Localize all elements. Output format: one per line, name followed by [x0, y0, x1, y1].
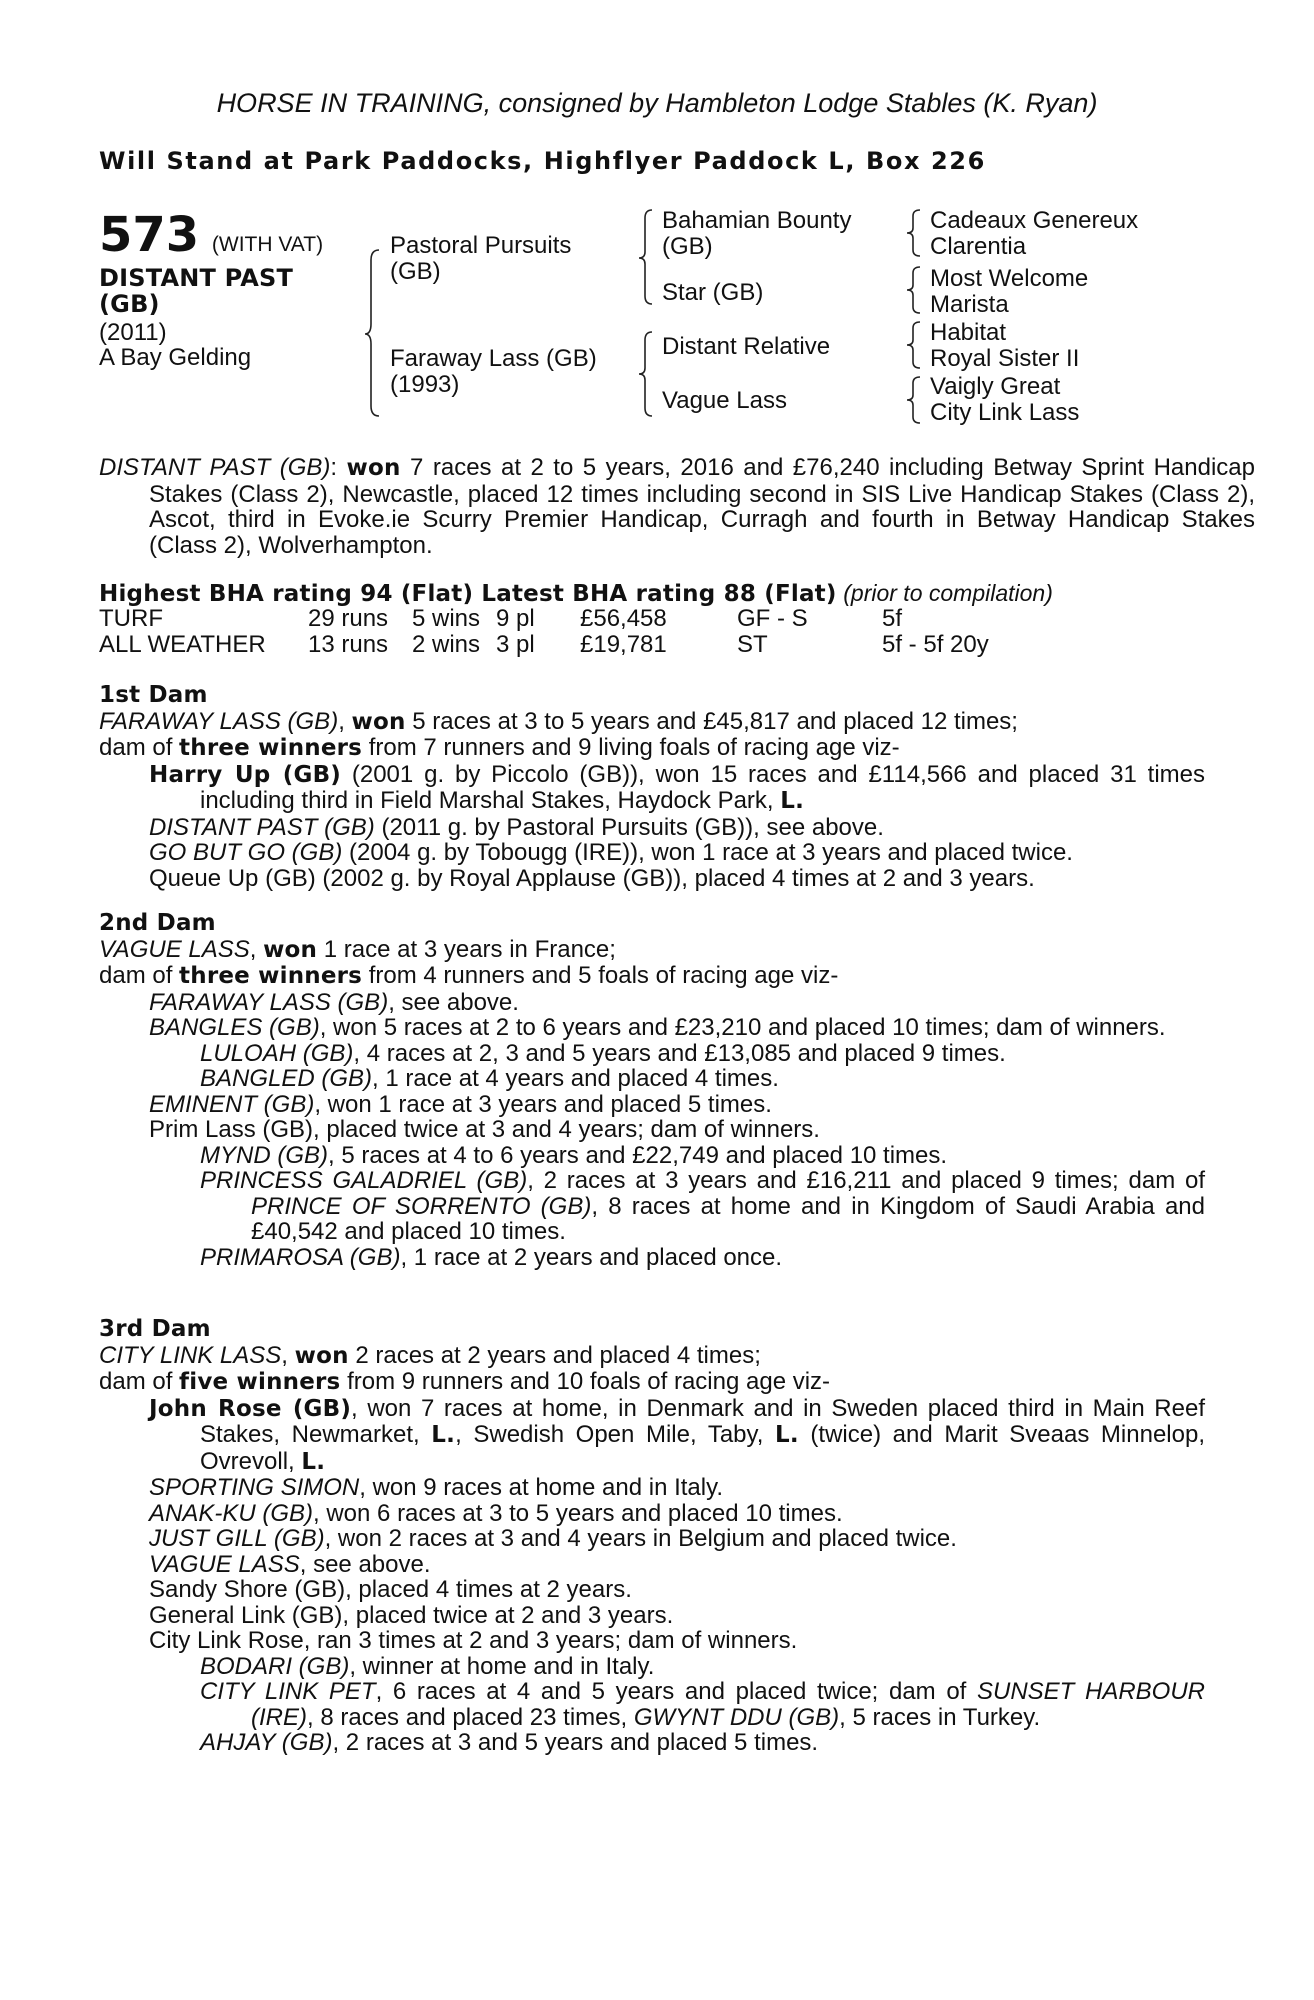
produce-entry: [99, 1526, 1205, 1552]
dam-record: [99, 937, 1205, 964]
first-dam-section: [99, 683, 1205, 891]
produce-entry: [99, 1015, 1205, 1041]
grandproduce-entry: [99, 1168, 1205, 1245]
produce-name: JUST GILL (GB): [149, 1525, 325, 1552]
produce-name: PRIMAROSA (GB): [200, 1243, 401, 1271]
produce-prefix: dam of: [99, 1368, 180, 1395]
produce-name: EMINENT (GB): [149, 1090, 315, 1118]
grandproduce-entry: [99, 1679, 1205, 1730]
gen3-bracket-3: [904, 320, 924, 372]
separator: ,: [281, 1341, 295, 1369]
separator: ,: [338, 707, 352, 735]
sire-sire: Bahamian Bounty: [662, 207, 852, 234]
stat-surface: TURF: [99, 605, 163, 632]
produce-entry: [99, 1475, 1205, 1501]
produce-text: (twice) and Marit Sveaas Minnelop, Ovrevoll,: [200, 1421, 1205, 1475]
produce-text: , winner at home and in Italy.: [349, 1652, 655, 1680]
gen3-bracket-1: [904, 208, 924, 260]
foaling-year: (2011): [99, 319, 167, 346]
stat-placed: 9 pl: [496, 605, 535, 632]
produce-text: , 2 races at 3 years and £16,211 and placed 9 times; dam of: [527, 1167, 1205, 1194]
stat-going: ST: [737, 631, 768, 658]
produce-name: PRINCESS GALADRIEL (GB): [200, 1167, 528, 1194]
stat-wins: 5 wins: [412, 605, 481, 632]
produce-text: , won 7 races at home, in Denmark and in Sweden placed third in Main Reef Stakes, Newmarket,: [200, 1394, 1205, 1448]
produce-name: DISTANT PAST (GB): [149, 813, 375, 841]
stat-wins: 2 wins: [412, 631, 481, 658]
winners-count: three winners: [179, 963, 363, 989]
stat-surface: ALL WEATHER: [99, 631, 266, 658]
grandproduce-entry: [99, 1730, 1205, 1756]
dam-name: VAGUE LASS: [99, 935, 250, 963]
dam-record: [99, 1343, 1205, 1370]
ratings-label: Highest BHA rating 94 (Flat) Latest BHA rating 88 (Flat): [99, 581, 837, 607]
produce-name: BODARI (GB): [200, 1652, 350, 1680]
horse-name: DISTANT PAST: [99, 264, 294, 292]
sire-line-bracket: [636, 208, 656, 308]
produce-name: FARAWAY LASS (GB): [149, 988, 389, 1016]
dam-record: [99, 709, 1205, 736]
produce-name: MYND (GB): [200, 1141, 328, 1169]
ancestor-1: Cadeaux Genereux: [930, 207, 1139, 234]
produce-entry: [99, 815, 1205, 841]
won-label: won: [263, 936, 318, 963]
won-label: won: [351, 708, 406, 735]
grandproduce-entry: [99, 1041, 1205, 1067]
produce-text: , see above.: [388, 988, 519, 1016]
ancestor-4: Marista: [930, 291, 1009, 318]
produce-name: SUNSET HARBOUR (IRE): [251, 1678, 1205, 1731]
stat-prize-money: £56,458: [580, 605, 667, 632]
produce-name: BANGLES (GB): [149, 1014, 320, 1041]
section-heading: 2nd Dam: [99, 910, 216, 936]
produce-entry: [99, 1552, 1205, 1578]
dam-year: (1993): [390, 371, 460, 398]
won-label: won: [294, 1342, 349, 1369]
produce-name: AHJAY (GB): [200, 1729, 333, 1756]
ancestor-3: Most Welcome: [930, 265, 1089, 292]
stat-prize-money: £19,781: [580, 631, 667, 658]
lot-block: [99, 207, 324, 263]
summary-text: 7 races at 2 to 5 years, 2016 and £76,240 including Betway Sprint Handicap Stakes (Class 2), Newcastle, placed 12 times including second in SIS Live Handicap Stakes (Class 2), Ascot, third in Evoke.ie Scurry Premier Handicap, Curragh and fourth in Betway Handicap Stakes (Class 2), Wolverhampton.: [149, 454, 1255, 559]
produce-text: , see above.: [299, 1550, 431, 1578]
produce-entry: [99, 990, 1205, 1016]
produce-prefix: dam of: [99, 962, 180, 989]
listed-mark: L.: [301, 1448, 326, 1475]
produce-text: , 6 races at 4 and 5 years and placed twice; dam of: [375, 1678, 977, 1705]
winners-count: three winners: [179, 735, 363, 761]
bha-ratings: [99, 581, 1205, 608]
produce-name: SPORTING SIMON: [149, 1474, 360, 1501]
stat-placed: 3 pl: [496, 631, 535, 658]
produce-text: , won 2 races at 3 and 4 years in Belgium and placed twice.: [324, 1525, 957, 1552]
grandproduce-entry: [99, 1245, 1205, 1271]
dam-name: Faraway Lass (GB): [390, 345, 597, 372]
ancestor-5: Habitat: [930, 319, 1007, 346]
dam-dam: Vague Lass: [662, 387, 787, 414]
produce-entry: City Link Rose, ran 3 times at 2 and 3 years; dam of winners.: [149, 1627, 798, 1654]
produce-entry: [99, 1396, 1205, 1476]
produce-text: , 8 races and placed 23 times,: [307, 1703, 634, 1731]
sire-suffix: (GB): [390, 258, 441, 285]
dam-sire: Distant Relative: [662, 333, 831, 360]
produce-summary: [99, 963, 1205, 990]
separator: ,: [249, 935, 264, 963]
produce-entry: Queue Up (GB) (2002 g. by Royal Applause (GB)), placed 4 times at 2 and 3 years.: [149, 864, 1035, 892]
grandproduce-entry: [99, 1654, 1205, 1680]
produce-summary: [99, 1369, 1205, 1396]
ancestor-7: Vaigly Great: [930, 373, 1061, 400]
second-dam-section: [99, 911, 1205, 1270]
ratings-note: (prior to compilation): [843, 580, 1053, 606]
stat-runs: 13 runs: [308, 631, 389, 658]
summary-horse: DISTANT PAST (GB): [99, 454, 331, 481]
section-heading: 1st Dam: [99, 682, 208, 708]
produce-text: from 4 runners and 5 foals of racing age viz-: [362, 962, 839, 989]
grandproduce-entry: [99, 1143, 1205, 1169]
sire-name: Pastoral Pursuits: [390, 232, 572, 259]
produce-entry: General Link (GB), placed twice at 2 and 3 years.: [149, 1601, 674, 1629]
listed-mark: L.: [780, 788, 805, 814]
lot-number: 573: [99, 207, 200, 263]
dam-name: CITY LINK LASS: [99, 1341, 282, 1369]
stat-distance: 5f: [882, 605, 903, 632]
dam-record-text: 5 races at 3 to 5 years and £45,817 and placed 12 times;: [405, 707, 1018, 735]
produce-entry: [99, 762, 1205, 815]
produce-text: (2011 g. by Pastoral Pursuits (GB)), see above.: [374, 813, 884, 841]
produce-text: , won 5 races at 2 to 6 years and £23,210 and placed 10 times; dam of winners.: [319, 1014, 1166, 1041]
stat-runs: 29 runs: [308, 605, 389, 632]
stat-going: GF - S: [737, 605, 808, 632]
produce-text: , 5 races in Turkey.: [839, 1703, 1041, 1731]
listed-mark: L.: [775, 1422, 799, 1448]
produce-entry: [99, 1501, 1205, 1527]
listed-mark: L.: [431, 1422, 456, 1448]
produce-name: GWYNT DDU (GB): [633, 1703, 840, 1731]
ancestor-6: Royal Sister II: [930, 345, 1080, 372]
race-summary: [99, 455, 1255, 558]
summary-colon: :: [330, 454, 347, 481]
produce-text: , 2 races at 3 and 5 years and placed 5 times.: [332, 1729, 819, 1756]
dam-line-bracket: [636, 330, 656, 420]
produce-entry: [99, 840, 1205, 866]
sire-sire-suffix: (GB): [662, 233, 713, 260]
produce-text: , 5 races at 4 to 6 years and £22,749 and placed 10 times.: [328, 1141, 948, 1169]
produce-prefix: dam of: [99, 734, 180, 761]
produce-name: VAGUE LASS: [149, 1550, 300, 1578]
stats-row-turf: [99, 606, 1199, 632]
produce-text: , 8 races at home and in Kingdom of Saudi Arabia and £40,542 and placed 10 times.: [251, 1192, 1205, 1245]
produce-name: CITY LINK PET: [200, 1678, 376, 1705]
stand-location: Will Stand at Park Paddocks, Highflyer Paddock L, Box 226: [99, 147, 986, 175]
gen3-bracket-2: [904, 265, 924, 317]
produce-summary: [99, 735, 1205, 762]
produce-name: ANAK-KU (GB): [149, 1499, 314, 1527]
produce-text: from 9 runners and 10 foals of racing age viz-: [340, 1368, 831, 1395]
produce-text: , won 1 race at 3 years and placed 5 times.: [314, 1090, 772, 1118]
section-heading: 3rd Dam: [99, 1316, 211, 1342]
produce-text: , Swedish Open Mile, Taby,: [455, 1421, 776, 1448]
horse-description: A Bay Gelding: [99, 344, 252, 371]
produce-text: (2004 g. by Tobougg (IRE)), won 1 race at 3 years and placed twice.: [342, 839, 1073, 866]
winners-count: five winners: [179, 1369, 341, 1395]
third-dam-section: [99, 1317, 1205, 1756]
dam-name: FARAWAY LASS (GB): [99, 707, 339, 735]
produce-text: , 1 race at 4 years and placed 4 times.: [372, 1065, 779, 1092]
sire-dam: Star (GB): [662, 279, 764, 306]
produce-name: BANGLED (GB): [200, 1065, 373, 1092]
ancestor-8: City Link Lass: [930, 399, 1080, 426]
ancestor-2: Clarentia: [930, 233, 1027, 260]
produce-entry: Sandy Shore (GB), placed 4 times at 2 years.: [149, 1576, 632, 1603]
produce-name: GO BUT GO (GB): [149, 839, 343, 866]
vat-label: (WITH VAT): [211, 233, 324, 256]
page-title: HORSE IN TRAINING, consigned by Hambleton Lodge Stables (K. Ryan): [216, 88, 1098, 118]
dam-record-text: 2 races at 2 years and placed 4 times;: [348, 1341, 761, 1369]
produce-text: , 4 races at 2, 3 and 5 years and £13,085 and placed 9 times.: [353, 1039, 1006, 1067]
produce-text: (2001 g. by Piccolo (GB)), won 15 races and £114,566 and placed 31 times including third in Field Marshal Stakes, Haydock Park,: [200, 760, 1205, 814]
produce-text: , 1 race at 2 years and placed once.: [400, 1243, 783, 1271]
produce-text: from 7 runners and 9 living foals of racing age viz-: [362, 734, 900, 761]
grandproduce-entry: [99, 1066, 1205, 1092]
produce-name: PRINCE OF SORRENTO (GB): [251, 1192, 592, 1220]
horse-name-suffix: (GB): [99, 290, 160, 318]
produce-entry: Prim Lass (GB), placed twice at 3 and 4 years; dam of winners.: [149, 1116, 820, 1143]
gen3-bracket-4: [904, 375, 924, 427]
sire-bracket: [363, 248, 383, 418]
produce-entry: [99, 1092, 1205, 1118]
stats-row-all-weather: [99, 632, 1199, 658]
dam-record-text: 1 race at 3 years in France;: [317, 935, 616, 963]
summary-won: won: [346, 455, 401, 481]
produce-name: John Rose (GB): [149, 1395, 352, 1422]
produce-name: LULOAH (GB): [200, 1039, 354, 1067]
stat-distance: 5f - 5f 20y: [882, 631, 989, 658]
produce-name: Harry Up (GB): [149, 761, 342, 788]
produce-text: , won 9 races at home and in Italy.: [359, 1474, 723, 1501]
produce-text: , won 6 races at 3 to 5 years and placed 10 times.: [313, 1499, 843, 1527]
